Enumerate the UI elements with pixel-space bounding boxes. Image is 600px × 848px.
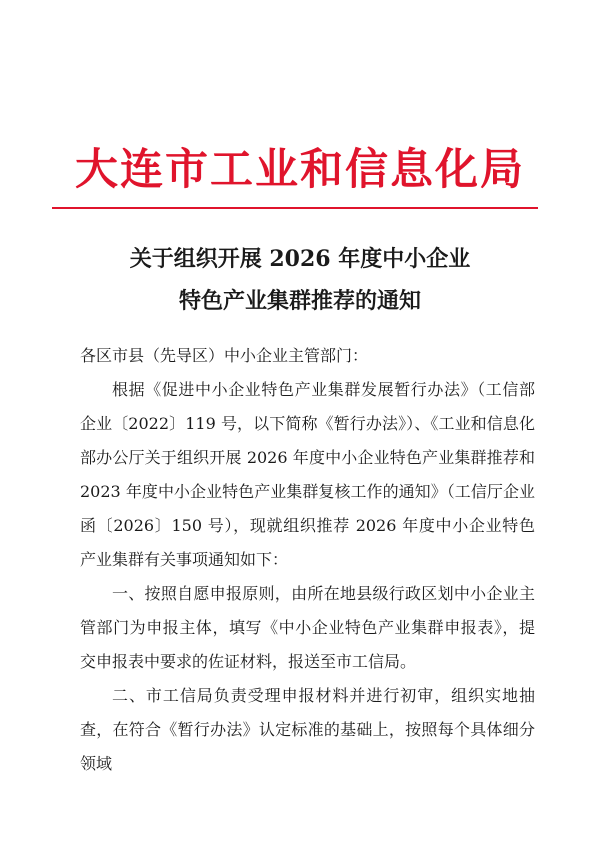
agency-header: 大连市工业和信息化局 (75, 145, 525, 195)
document-body (80, 339, 535, 781)
salutation: 各区市县（先导区）中小企业主管部门： (80, 346, 369, 365)
body-paragraph-2: 一、按照自愿申报原则，由所在地县级行政区划中小企业主管部门为申报主体，填写《中小企业特色产业集群申报表》，提交申报表中要求的佐证材料，报送至市工信局。 (80, 584, 535, 671)
body-paragraph-3: 二、市工信局负责受理申报材料并进行初审，组织实地抽查，在符合《暂行办法》认定标准的基础上，按照每个具体细分领域 (80, 686, 535, 773)
document-title-line-2: 特色产业集群推荐的通知 (178, 288, 421, 314)
body-paragraph-1: 根据《促进中小企业特色产业集群发展暂行办法》（工信部企业〔2022〕119 号，以下简称《暂行办法》）、《工业和信息化部办公厅关于组织开展 2026 年度中小企业特色产业集群推荐和 2023 年度中小企业特色产业集群复核工作的通知》（工信厅企业函〔2026〕150 号），现就组织推荐 2026 年度中小企业特色产业集群有关事项通知如下： (80, 380, 535, 569)
document-title-line-1: 关于组织开展 2026 年度中小企业 (129, 246, 471, 272)
red-divider-line (52, 207, 538, 209)
